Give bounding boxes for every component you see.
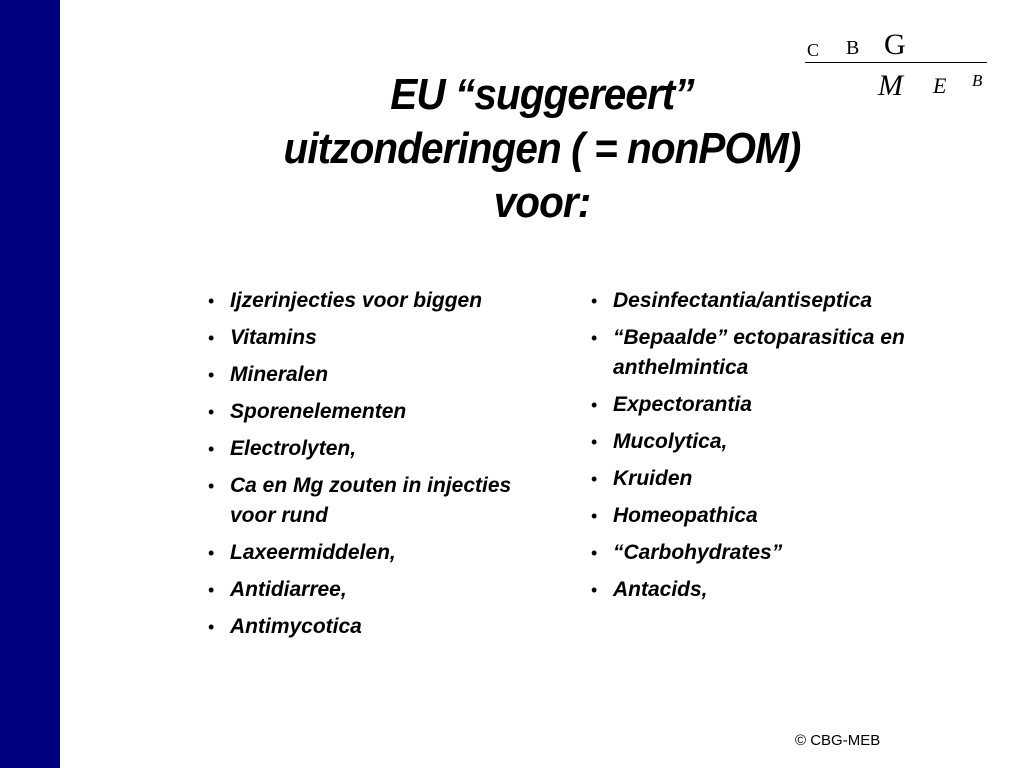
- list-item-text: Vitamins: [230, 326, 317, 349]
- list-item: [208, 360, 558, 390]
- bullet-icon: •: [591, 328, 598, 348]
- list-item: [591, 323, 951, 383]
- list-item: [208, 538, 558, 568]
- list-item: [591, 538, 951, 568]
- list-item: [591, 390, 951, 420]
- right-bullet-list: [591, 286, 951, 612]
- bullet-icon: •: [208, 328, 215, 348]
- list-item: [591, 501, 951, 531]
- list-item-text: Mucolytica,: [613, 430, 728, 453]
- copyright-footer: © CBG-MEB: [795, 732, 881, 749]
- list-item-text: Laxeermiddelen,: [230, 541, 396, 564]
- left-bullet-list: [208, 286, 558, 649]
- logo-letter-e: E: [933, 73, 947, 98]
- bullet-icon: •: [208, 439, 215, 459]
- bullet-icon: •: [591, 506, 598, 526]
- list-item: [591, 464, 951, 494]
- list-item-text: Antimycotica: [230, 615, 362, 638]
- bullet-icon: •: [208, 291, 215, 311]
- list-item-text: Expectorantia: [613, 393, 752, 416]
- list-item: [208, 397, 558, 427]
- bullet-icon: •: [208, 402, 215, 422]
- list-item: [208, 471, 558, 531]
- list-item-text: Antidiarree,: [230, 578, 347, 601]
- bullet-icon: •: [208, 543, 215, 563]
- list-item-text: Sporenelementen: [230, 400, 407, 423]
- bullet-icon: •: [208, 476, 215, 496]
- logo-letter-c: C: [807, 40, 820, 60]
- list-item: [591, 427, 951, 457]
- bullet-icon: •: [208, 617, 215, 637]
- list-item: [208, 323, 558, 353]
- list-item-text: Antacids,: [613, 578, 708, 601]
- bullet-icon: •: [591, 469, 598, 489]
- list-item-text: Ijzerinjecties voor biggen: [230, 289, 483, 312]
- logo-divider: [805, 62, 987, 63]
- bullet-icon: •: [591, 291, 598, 311]
- logo-letter-g: G: [884, 28, 906, 61]
- list-item-text: “Carbohydrates”: [613, 541, 783, 564]
- list-item-text: “Bepaalde” ectoparasitica en anthelmintica: [613, 326, 905, 379]
- slide-title: [99, 68, 986, 230]
- bullet-icon: •: [591, 543, 598, 563]
- list-item: [591, 286, 951, 316]
- logo-letter-b: B: [846, 37, 860, 59]
- title-line-1: EU “suggereert”: [390, 70, 694, 119]
- list-item-text: Kruiden: [613, 467, 693, 490]
- bullet-icon: •: [591, 432, 598, 452]
- list-item: [208, 286, 558, 316]
- bullet-icon: •: [208, 580, 215, 600]
- list-item-text: Homeopathica: [613, 504, 758, 527]
- list-item: [208, 575, 558, 605]
- sidebar-bar: [0, 0, 60, 768]
- title-line-2: uitzonderingen ( = nonPOM): [283, 124, 801, 173]
- list-item-text: Ca en Mg zouten in injecties voor rund: [230, 474, 512, 527]
- logo-letter-m: M: [878, 69, 903, 102]
- bullet-icon: •: [208, 365, 215, 385]
- logo-letter-b-lower: B: [972, 71, 983, 90]
- list-item-text: Mineralen: [230, 363, 329, 386]
- list-item: [208, 612, 558, 642]
- title-line-3: voor:: [493, 178, 591, 227]
- list-item-text: Desinfectantia/antiseptica: [613, 289, 873, 312]
- bullet-icon: •: [591, 580, 598, 600]
- list-item: [591, 575, 951, 605]
- list-item-text: Electrolyten,: [230, 437, 357, 460]
- list-item: [208, 434, 558, 464]
- bullet-icon: •: [591, 395, 598, 415]
